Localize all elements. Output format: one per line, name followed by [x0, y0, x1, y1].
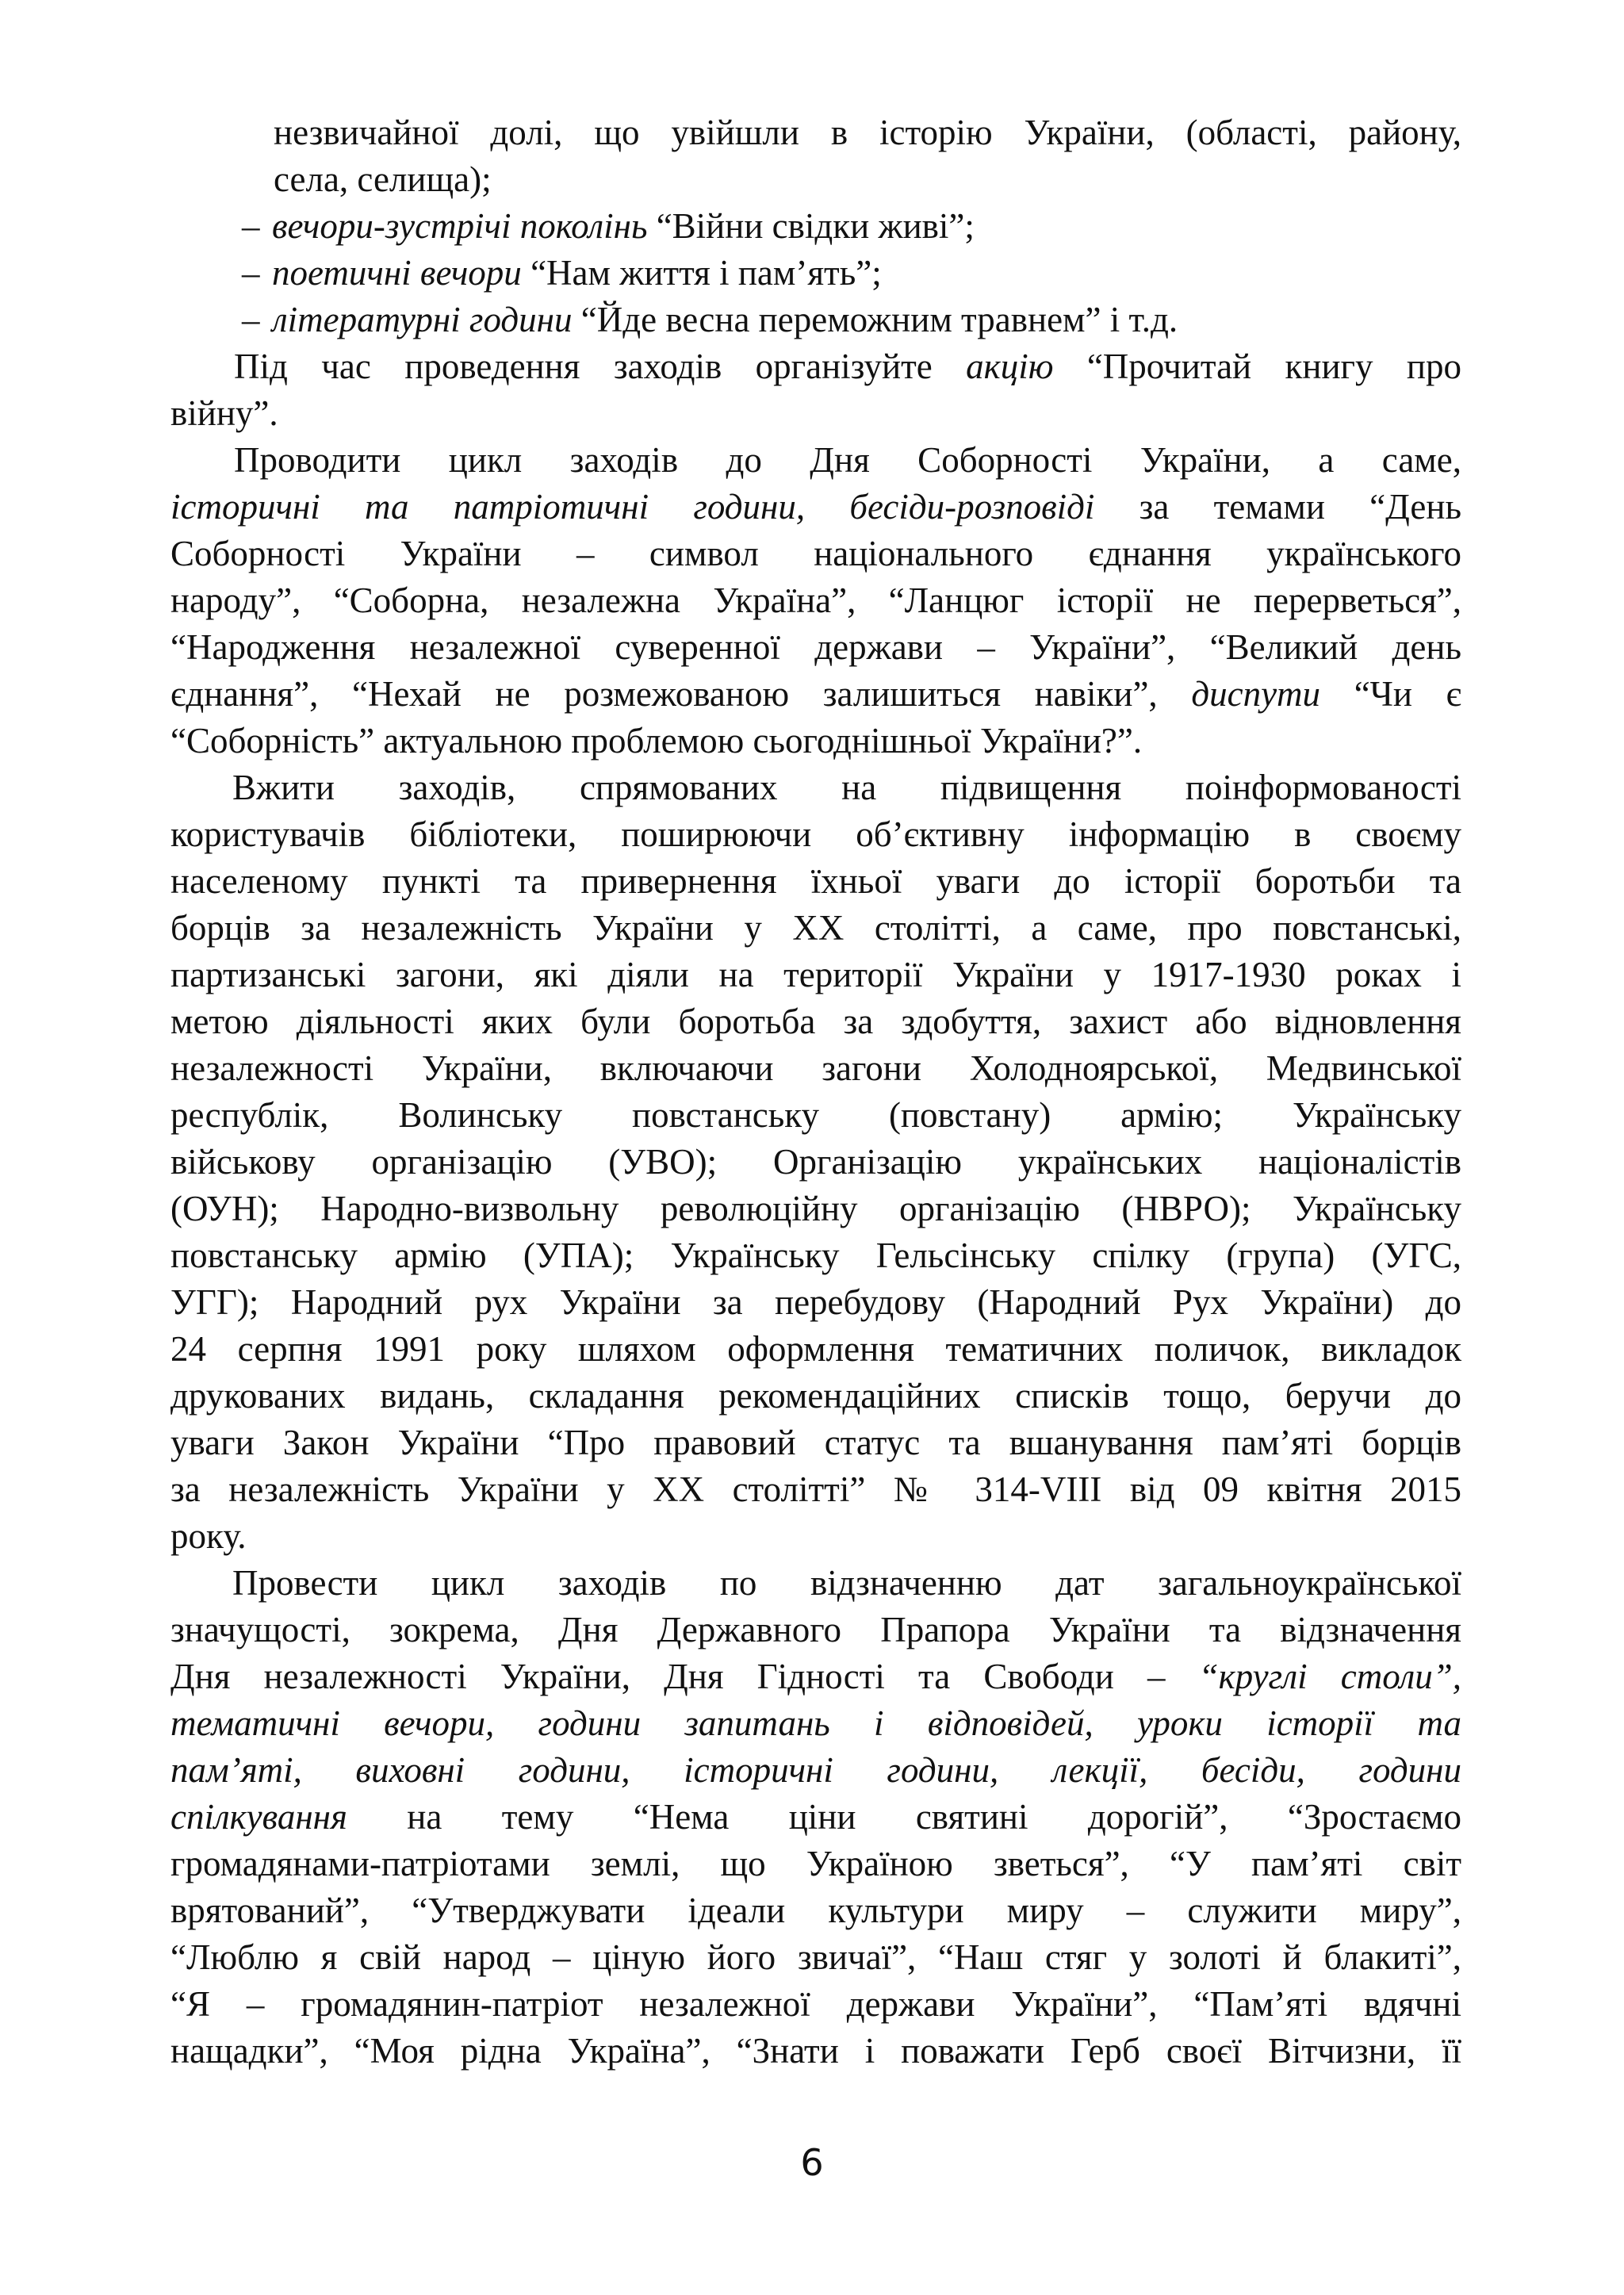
italic-span: спілкування [170, 1797, 347, 1837]
text-span: війну”. [170, 393, 278, 433]
text-span: уваги Закон України “Про правовий статус та вшанування пам’яті борців [170, 1423, 1461, 1462]
paragraph-line [170, 531, 1461, 577]
text-span: користувачів бібліотеки, поширюючи об’єктивну інформацію в своєму [170, 814, 1461, 854]
text-span: Під час проведення заходів організуйте [234, 347, 967, 386]
paragraph-line [170, 1232, 1461, 1279]
text-span: “Я – громадянин-патріот незалежної держави України”, “Пам’яті вдячні [170, 1984, 1461, 2024]
text-span: єднання”, “Нехай не розмежованою залишиться навіки”, [170, 674, 1192, 714]
paragraph-line [170, 1466, 1461, 1513]
list-item [170, 297, 1461, 343]
paragraph-line [170, 1560, 1461, 1607]
text-span: “Йде весна переможним травнем” і т.д. [572, 300, 1178, 339]
text-line [170, 109, 1461, 156]
dash-bullet: – [242, 206, 260, 246]
document-body [170, 109, 1461, 2075]
page-number: 6 [800, 2141, 824, 2184]
paragraph-line [170, 343, 1461, 390]
paragraph-line [170, 952, 1461, 998]
text-span: 24 серпня 1991 року шляхом оформлення тематичних поличок, викладок [170, 1329, 1461, 1369]
paragraph-line [170, 484, 1461, 531]
text-span: військову організацію (УВО); Організацію українських націоналістів [170, 1142, 1461, 1182]
paragraph-line [170, 1139, 1461, 1186]
paragraph-line [170, 390, 1461, 437]
text-span: народу”, “Соборна, незалежна Україна”, “Ланцюг історії не перерветься”, [170, 580, 1461, 620]
paragraph-line [170, 1700, 1461, 1747]
paragraph-line [170, 811, 1461, 858]
paragraph-line [170, 1841, 1461, 1887]
paragraph-line [170, 1186, 1461, 1232]
paragraph-line [170, 437, 1461, 484]
text-span: “Чи є [1320, 674, 1461, 714]
list-item [170, 250, 1461, 297]
text-span: незвичайної долі, що увійшли в історію України, (області, району, [274, 113, 1461, 152]
text-span: (ОУН); Народно-визвольну революційну організацію (НВРО); Українську [170, 1189, 1461, 1228]
text-span: Провести цикл заходів по відзначенню дат загальноукраїнської [232, 1563, 1461, 1603]
text-span: УГГ); Народний рух України за перебудову (Народний Рух України) до [170, 1282, 1461, 1322]
paragraph-line [170, 671, 1461, 718]
text-span: за незалежність України у ХХ столітті” № 314-VIII від 09 квітня 2015 [170, 1469, 1461, 1509]
italic-span: пам’яті, виховні години, історичні години, лекції, бесіди, години [170, 1750, 1461, 1790]
italic-span: вечори-зустрічі поколінь [272, 206, 648, 246]
italic-span: акцію [966, 347, 1054, 386]
italic-span: літературні години [272, 300, 573, 339]
text-span: населеному пункті та привернення їхньої уваги до історії боротьби та [170, 861, 1461, 901]
paragraph-line [170, 1045, 1461, 1092]
text-span: нащадки”, “Моя рідна Україна”, “Знати і поважати Герб своєї Вітчизни, її [170, 2031, 1461, 2071]
paragraph-line [170, 577, 1461, 624]
paragraph-line [170, 1279, 1461, 1326]
text-span: врятований”, “Утверджувати ідеали культури миру – служити миру”, [170, 1891, 1461, 1930]
paragraph-line [170, 624, 1461, 671]
italic-span: історичні та патріотичні години, бесіди-розповіді [170, 487, 1095, 527]
text-span: “Народження незалежної суверенної держави – України”, “Великий день [170, 627, 1461, 667]
text-span: села, селища); [274, 159, 492, 199]
paragraph-line [170, 1420, 1461, 1466]
paragraph-line [170, 905, 1461, 952]
text-span: республік, Волинську повстанську (повстану) армію; Українську [170, 1095, 1461, 1135]
text-span: друкованих видань, складання рекомендаційних списків тощо, беручи до [170, 1376, 1461, 1416]
text-span: Вжити заходів, спрямованих на підвищення поінформованості [232, 768, 1461, 807]
text-span: незалежності України, включаючи загони Холодноярської, Медвинської [170, 1048, 1461, 1088]
dash-bullet: – [242, 253, 260, 293]
paragraph-line [170, 1653, 1461, 1700]
dash-bullet: – [242, 300, 260, 339]
text-span: року. [170, 1516, 247, 1556]
text-span: повстанську армію (УПА); Українську Гельсінську спілку (група) (УГС, [170, 1236, 1461, 1275]
paragraph-line [170, 2028, 1461, 2075]
paragraph-line [170, 1887, 1461, 1934]
text-span: “Прочитай книгу про [1053, 347, 1461, 386]
text-span: “Війни свідки живі”; [647, 206, 975, 246]
italic-span: диспути [1191, 674, 1321, 714]
paragraph-line [170, 1092, 1461, 1139]
text-span: Соборності України – символ національного єднання українського [170, 534, 1461, 573]
italic-span: тематичні вечори, години запитань і відповідей, уроки історії та [170, 1703, 1461, 1743]
paragraph-line [170, 1373, 1461, 1420]
paragraph-line [170, 1607, 1461, 1653]
italic-span: “круглі столи”, [1198, 1657, 1461, 1696]
paragraph-line [170, 858, 1461, 905]
paragraph-line [170, 764, 1461, 811]
text-span: Проводити цикл заходів до Дня Соборності України, а саме, [234, 440, 1461, 480]
text-span: громадянами-патріотами землі, що Україною зветься”, “У пам’яті світ [170, 1844, 1461, 1883]
paragraph-line [170, 1747, 1461, 1794]
text-span: борців за незалежність України у ХХ столітті, а саме, про повстанські, [170, 908, 1461, 948]
paragraph-line [170, 1934, 1461, 1981]
paragraph-line [170, 1981, 1461, 2028]
text-span: на тему “Нема ціни святині дорогій”, “Зростаємо [347, 1797, 1461, 1837]
text-span: метою діяльності яких були боротьба за здобуття, захист або відновлення [170, 1002, 1461, 1041]
text-span: “Соборність” актуальною проблемою сьогоднішньої України?”. [170, 721, 1143, 761]
text-span: “Нам життя і пам’ять”; [521, 253, 882, 293]
italic-span: поетичні вечори [272, 253, 522, 293]
text-span: “Люблю я свій народ – ціную його звичаї”, “Наш стяг у золоті й блакиті”, [170, 1937, 1461, 1977]
text-span: Дня незалежності України, Дня Гідності та Свободи – [170, 1657, 1199, 1696]
text-line [170, 156, 1461, 203]
paragraph-line [170, 718, 1461, 764]
paragraph-line [170, 1326, 1461, 1373]
text-span: партизанські загони, які діяли на території України у 1917-1930 роках і [170, 955, 1461, 994]
paragraph-line [170, 1513, 1461, 1560]
paragraph-line [170, 998, 1461, 1045]
list-item [170, 203, 1461, 250]
text-span: значущості, зокрема, Дня Державного Прапора України та відзначення [170, 1610, 1461, 1649]
paragraph-line [170, 1794, 1461, 1841]
text-span: за темами “День [1094, 487, 1461, 527]
